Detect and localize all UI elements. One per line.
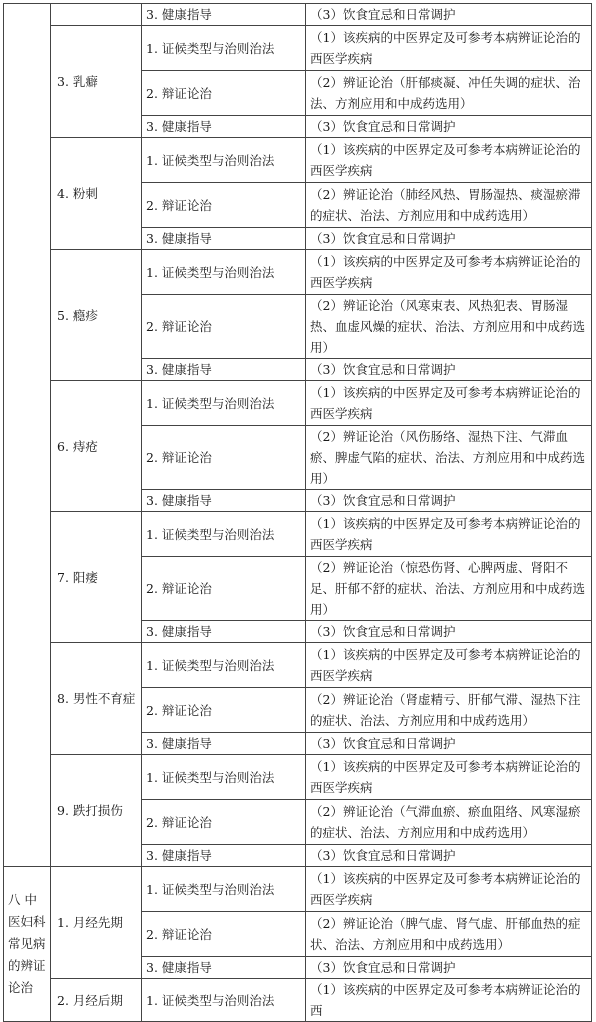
item-cell: 3. 健康指导 [142, 4, 306, 26]
item-cell: 2. 辩证论治 [142, 295, 306, 359]
disease-name-cell: 8. 男性不育症 [51, 643, 142, 755]
item-cell: 3. 健康指导 [142, 957, 306, 979]
item-cell: 1. 证候类型与治则治法 [142, 250, 306, 295]
content-cell: （2）辨证论治（气滞血瘀、瘀血阻络、风寒湿瘀的症状、治法、方剂应用和中成药选用） [306, 800, 592, 845]
item-cell: 1. 证候类型与治则治法 [142, 381, 306, 426]
content-cell: （3）饮食宜忌和日常调护 [306, 228, 592, 250]
item-cell: 2. 辩证论治 [142, 688, 306, 733]
disease-name-cell: 9. 跌打损伤 [51, 755, 142, 867]
content-cell: （2）辨证论治（风寒束表、风热犯表、胃肠湿热、血虚风燥的症状、治法、方剂应用和中成药选用） [306, 295, 592, 359]
section-title-cell [4, 4, 51, 867]
disease-name-cell: 7. 阳痿 [51, 512, 142, 643]
table-row [4, 755, 592, 800]
item-cell: 1. 证候类型与治则治法 [142, 26, 306, 71]
content-cell: （1）该疾病的中医界定及可参考本病辨证论治的西医学疾病 [306, 643, 592, 688]
table-row [4, 4, 592, 26]
content-cell: （2）辨证论治（风伤肠络、湿热下注、气滞血瘀、脾虚气陷的症状、治法、方剂应用和中成药选用） [306, 426, 592, 490]
item-cell: 3. 健康指导 [142, 845, 306, 867]
table-row [4, 26, 592, 71]
item-cell: 1. 证候类型与治则治法 [142, 979, 306, 1022]
table-row [4, 138, 592, 183]
item-cell: 3. 健康指导 [142, 359, 306, 381]
disease-name-cell: 1. 月经先期 [51, 867, 142, 979]
content-cell: （3）饮食宜忌和日常调护 [306, 4, 592, 26]
content-cell: （1）该疾病的中医界定及可参考本病辨证论治的西医学疾病 [306, 250, 592, 295]
content-cell: （1）该疾病的中医界定及可参考本病辨证论治的西医学疾病 [306, 512, 592, 557]
content-cell: （1）该疾病的中医界定及可参考本病辨证论治的西医学疾病 [306, 755, 592, 800]
table-row [4, 381, 592, 426]
item-cell: 3. 健康指导 [142, 490, 306, 512]
section-title-cell: 八 中医妇科常见病的辨证论治 [4, 867, 51, 1022]
content-cell: （3）饮食宜忌和日常调护 [306, 359, 592, 381]
content-cell: （3）饮食宜忌和日常调护 [306, 116, 592, 138]
syllabus-table [3, 3, 592, 1022]
content-cell: （1）该疾病的中医界定及可参考本病辨证论治的西医学疾病 [306, 26, 592, 71]
content-cell: （2）辨证论治（惊恐伤肾、心脾两虚、肾阳不足、肝郁不舒的症状、治法、方剂应用和中成药选用） [306, 557, 592, 621]
table-row [4, 643, 592, 688]
item-cell: 3. 健康指导 [142, 116, 306, 138]
item-cell: 2. 辩证论治 [142, 800, 306, 845]
content-cell: （2）辨证论治（肝郁痰凝、冲任失调的症状、治法、方剂应用和中成药选用） [306, 71, 592, 116]
disease-name-cell: 6. 痔疮 [51, 381, 142, 512]
content-cell: （3）饮食宜忌和日常调护 [306, 845, 592, 867]
table-row [4, 512, 592, 557]
content-cell: （1）该疾病的中医界定及可参考本病辨证论治的西医学疾病 [306, 138, 592, 183]
item-cell: 3. 健康指导 [142, 228, 306, 250]
item-cell: 2. 辩证论治 [142, 71, 306, 116]
content-cell: （3）饮食宜忌和日常调护 [306, 957, 592, 979]
content-cell: （1）该疾病的中医界定及可参考本病辨证论治的西医学疾病 [306, 381, 592, 426]
content-cell: （3）饮食宜忌和日常调护 [306, 490, 592, 512]
content-cell: （2）辨证论治（肺经风热、胃肠湿热、痰湿瘀滞的症状、治法、方剂应用和中成药选用） [306, 183, 592, 228]
content-cell: （3）饮食宜忌和日常调护 [306, 733, 592, 755]
item-cell: 2. 辩证论治 [142, 912, 306, 957]
item-cell: 2. 辩证论治 [142, 426, 306, 490]
item-cell: 1. 证候类型与治则治法 [142, 867, 306, 912]
table-row [4, 867, 592, 912]
item-cell: 1. 证候类型与治则治法 [142, 643, 306, 688]
content-cell: （1）该疾病的中医界定及可参考本病辨证论治的西医学疾病 [306, 867, 592, 912]
disease-name-cell: 5. 瘾疹 [51, 250, 142, 381]
content-cell: （1）该疾病的中医界定及可参考本病辨证论治的西 [306, 979, 592, 1022]
content-cell: （2）辨证论治（脾气虚、肾气虚、肝郁血热的症状、治法、方剂应用和中成药选用） [306, 912, 592, 957]
disease-name-cell: 2. 月经后期 [51, 979, 142, 1022]
item-cell: 2. 辩证论治 [142, 183, 306, 228]
disease-name-cell [51, 4, 142, 26]
item-cell: 1. 证候类型与治则治法 [142, 755, 306, 800]
item-cell: 2. 辩证论治 [142, 557, 306, 621]
item-cell: 3. 健康指导 [142, 621, 306, 643]
item-cell: 1. 证候类型与治则治法 [142, 138, 306, 183]
disease-name-cell: 4. 粉刺 [51, 138, 142, 250]
content-cell: （3）饮食宜忌和日常调护 [306, 621, 592, 643]
table-row [4, 250, 592, 295]
table-row [4, 979, 592, 1022]
item-cell: 1. 证候类型与治则治法 [142, 512, 306, 557]
disease-name-cell: 3. 乳癖 [51, 26, 142, 138]
item-cell: 3. 健康指导 [142, 733, 306, 755]
content-cell: （2）辨证论治（肾虚精亏、肝郁气滞、湿热下注的症状、治法、方剂应用和中成药选用） [306, 688, 592, 733]
syllabus-page [3, 3, 591, 1022]
